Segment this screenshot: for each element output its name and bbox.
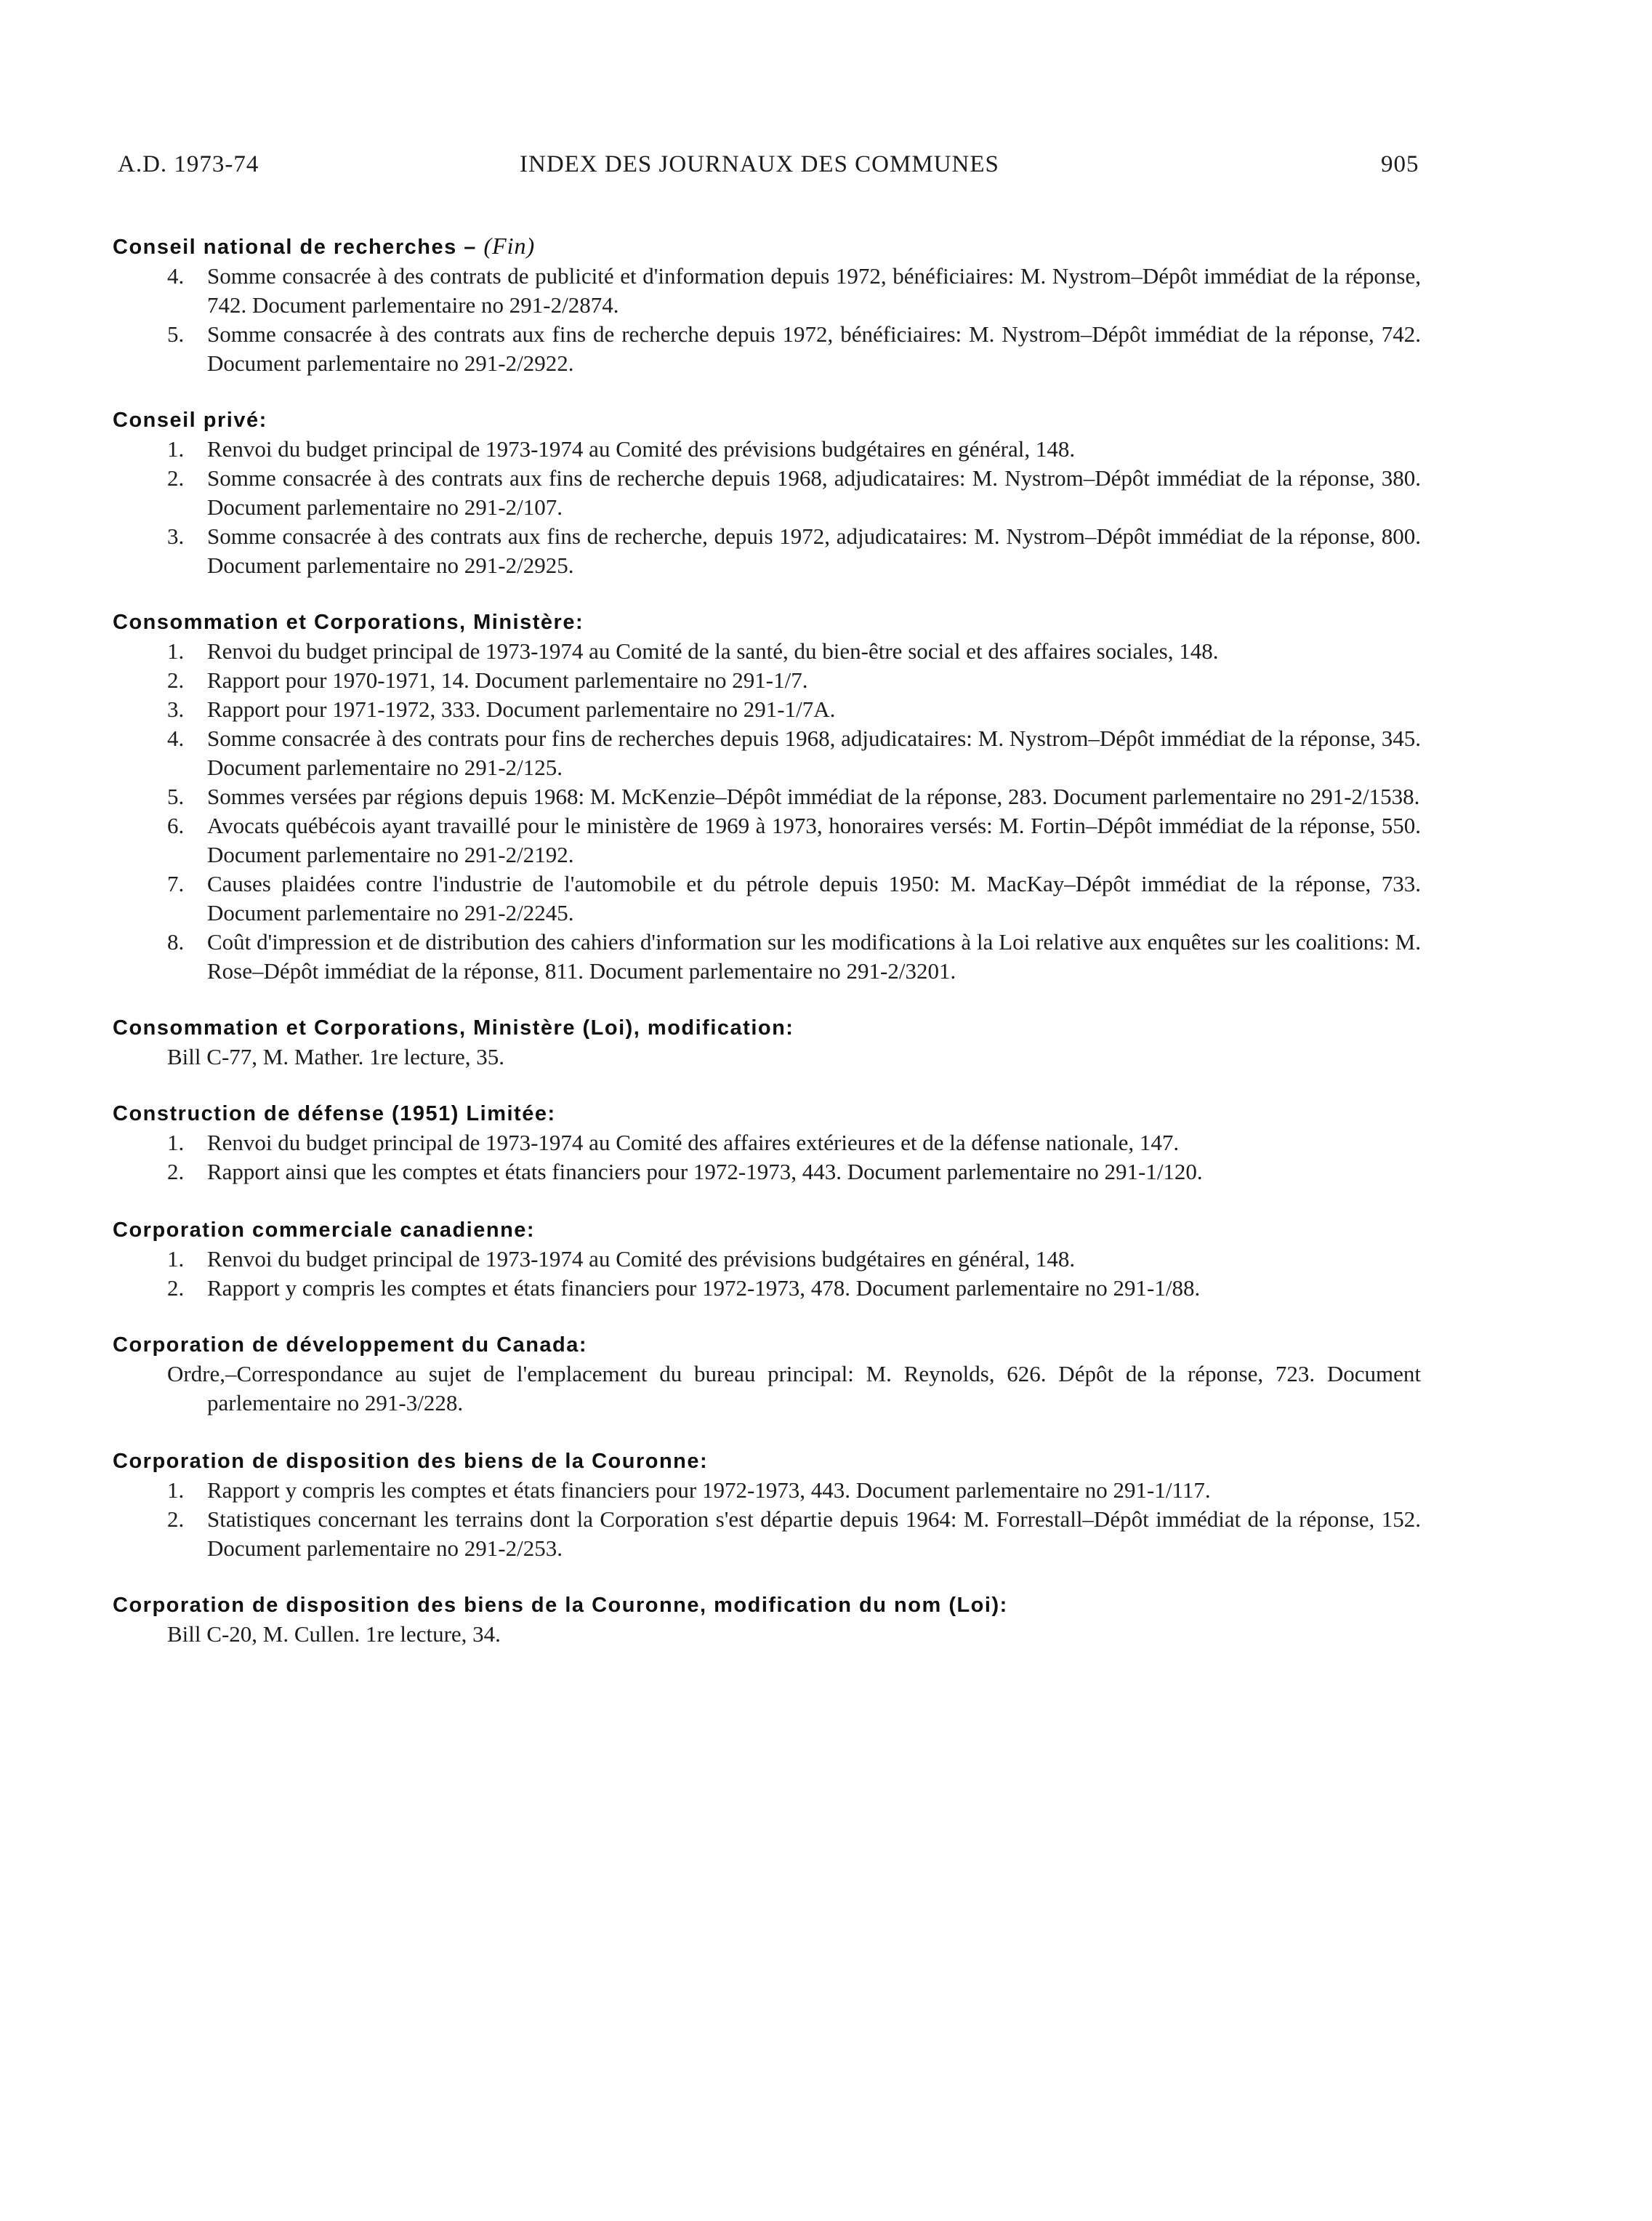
index-section [113,1099,1421,1186]
index-entry: Bill C-20, M. Cullen. 1re lecture, 34. [167,1621,501,1647]
index-section [113,1330,1421,1418]
index-entry: 1. Renvoi du budget principal de 1973-1974 au Comité de la santé, du bien-être social et des affaires sociales, 148. [167,638,1219,664]
index-entry: 7. Causes plaidées contre l'industrie de l'automobile et du pétrole depuis 1950: M. MacKay–Dépôt immédiat de la réponse, 733. Document parlementaire no 291-2/2245. [167,871,1421,925]
section-heading: Conseil national de recherches – (Fin) [113,233,536,259]
section-heading: Construction de défense (1951) Limitée: [113,1102,556,1125]
index-entry: 1. Renvoi du budget principal de 1973-1974 au Comité des prévisions budgétaires en général, 148. [167,1246,1076,1272]
index-section [113,1447,1421,1563]
index-section [113,1591,1421,1649]
index-entry: 3. Rapport pour 1971-1972, 333. Document parlementaire no 291-1/7A. [167,696,836,722]
index-section [113,406,1421,580]
index-entry: 2. Somme consacrée à des contrats aux fins de recherche depuis 1968, adjudicataires: M. Nystrom–Dépôt immédiat de la réponse, 380. Document parlementaire no 291-2/107. [167,465,1421,520]
index-entry: 8. Coût d'impression et de distribution des cahiers d'information sur les modifications à la Loi relative aux enquêtes sur les coalitions: M. Rose–Dépôt immédiat de la réponse, 811. Document parlementaire no 291-2/3201. [167,929,1421,984]
index-entry: 5. Somme consacrée à des contrats aux fins de recherche depuis 1972, bénéficiaires: M. Nystrom–Dépôt immédiat de la réponse, 742. Document parlementaire no 291-2/2922. [167,321,1421,376]
section-heading: Consommation et Corporations, Ministère (Loi), modification: [113,1016,794,1040]
index-entry: 2. Rapport y compris les comptes et états financiers pour 1972-1973, 478. Document parlementaire no 291-1/88. [167,1275,1201,1301]
section-heading: Corporation de développement du Canada: [113,1333,588,1357]
index-section [113,231,1421,378]
index-entry: 1. Renvoi du budget principal de 1973-1974 au Comité des prévisions budgétaires en général, 148. [167,436,1076,462]
header-year: A.D. 1973-74 [118,151,259,177]
index-section [113,608,1421,986]
section-heading: Corporation de disposition des biens de la Couronne, modification du nom (Loi): [113,1594,1008,1617]
header-title: INDEX DES JOURNAUX DES COMMUNES [520,151,999,177]
section-heading: Corporation commerciale canadienne: [113,1218,536,1242]
section-heading: Corporation de disposition des biens de la Couronne: [113,1450,709,1473]
index-entry: 1. Rapport y compris les comptes et états financiers pour 1972-1973, 443. Document parlementaire no 291-1/117. [167,1477,1211,1503]
index-entry: 4. Somme consacrée à des contrats pour fins de recherches depuis 1968, adjudicataires: M. Nystrom–Dépôt immédiat de la réponse, 345. Document parlementaire no 291-2/125. [167,726,1421,780]
index-entry: 2. Rapport ainsi que les comptes et états financiers pour 1972-1973, 443. Document parlementaire no 291-1/120. [167,1159,1203,1184]
section-heading: Consommation et Corporations, Ministère: [113,611,584,634]
section-heading: Conseil privé: [113,409,267,432]
index-entry: Ordre,–Correspondance au sujet de l'emplacement du bureau principal: M. Reynolds, 626. Dépôt de la réponse, 723. Document parlementaire no 291-3/228. [167,1361,1421,1415]
index-entry: 4. Somme consacrée à des contrats de publicité et d'information depuis 1972, bénéficiaires: M. Nystrom–Dépôt immédiat de la réponse, 742. Document parlementaire no 291-2/2874. [167,263,1421,318]
index-entry: 2. Rapport pour 1970-1971, 14. Document parlementaire no 291-1/7. [167,667,808,693]
index-section [113,1013,1421,1072]
index-entry: 6. Avocats québécois ayant travaillé pour le ministère de 1969 à 1973, honoraires versés: M. Fortin–Dépôt immédiat de la réponse, 550. Document parlementaire no 291-2/2192. [167,813,1421,867]
index-entry: 5. Sommes versées par régions depuis 1968: M. McKenzie–Dépôt immédiat de la réponse, 283. Document parlementaire no 291-2/1538. [167,784,1420,809]
index-entry: 3. Somme consacrée à des contrats aux fins de recherche, depuis 1972, adjudicataires: M. Nystrom–Dépôt immédiat de la réponse, 800. Document parlementaire no 291-2/2925. [167,523,1421,578]
index-section [113,1216,1421,1303]
index-entry: 1. Renvoi du budget principal de 1973-1974 au Comité des affaires extérieures et de la défense nationale, 147. [167,1130,1180,1155]
index-content [113,231,1421,1676]
index-entry: Bill C-77, M. Mather. 1re lecture, 35. [167,1044,505,1069]
page-number: 905 [1381,151,1419,177]
index-entry: 2. Statistiques concernant les terrains dont la Corporation s'est départie depuis 1964: M. Forrestall–Dépôt immédiat de la réponse, 152. Document parlementaire no 291-2/253. [167,1506,1421,1561]
